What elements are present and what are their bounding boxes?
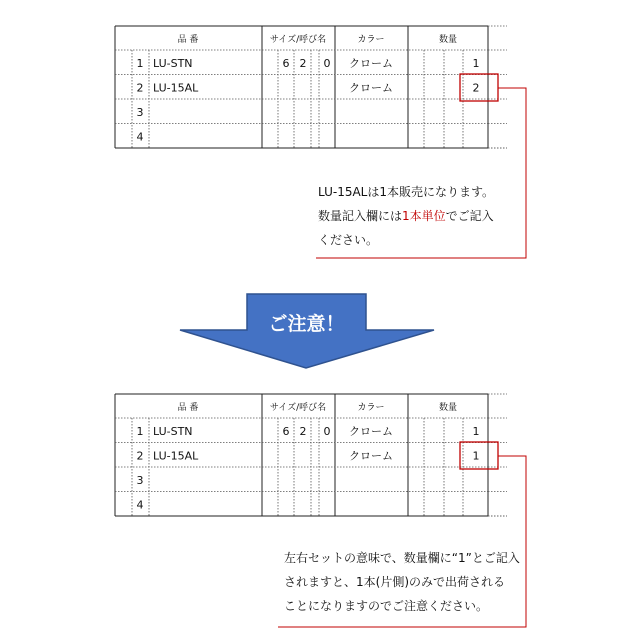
note-bottom-line3: ことになりますのでご注意ください。 bbox=[284, 599, 489, 613]
bottom-table-row-part: LU-15AL bbox=[153, 449, 199, 463]
bottom-table-row-qty: 1 bbox=[472, 449, 480, 463]
bottom-table-row-number: 3 bbox=[136, 474, 144, 487]
bottom-table-row-part: LU-STN bbox=[153, 425, 193, 438]
note-top-highlight: 1本単位 bbox=[402, 209, 446, 223]
top-table-row-size-digit: 0 bbox=[323, 57, 331, 70]
bottom-table-header-size: サイズ/呼び名 bbox=[269, 403, 327, 413]
bottom-table-row-qty: 1 bbox=[472, 425, 480, 438]
top-table-header-color: カラー bbox=[357, 35, 385, 45]
note-top-line1: LU-15ALは1本販売になります。 bbox=[318, 185, 495, 199]
bottom-table-row-size-digit: 6 bbox=[282, 425, 290, 438]
order-table-top-grid bbox=[115, 26, 507, 148]
bottom-table-row-color: クローム bbox=[349, 425, 393, 438]
note-top-line3: ください。 bbox=[318, 233, 379, 247]
bottom-table-row-number: 4 bbox=[136, 498, 144, 512]
top-table-row-number: 3 bbox=[136, 106, 144, 119]
bottom-table-row-color: クローム bbox=[349, 449, 393, 463]
top-table-row-size-digit: 6 bbox=[282, 57, 290, 70]
bottom-table-header-color: カラー bbox=[357, 403, 385, 413]
bottom-table-row-number: 2 bbox=[136, 449, 144, 463]
note-bottom bbox=[284, 546, 534, 618]
top-table-row-part: LU-15AL bbox=[153, 81, 199, 95]
top-table-row-qty: 2 bbox=[472, 81, 480, 95]
bottom-table-row-number: 1 bbox=[136, 425, 144, 438]
bottom-table-row-size-digit: 2 bbox=[299, 425, 307, 438]
top-table-header-qty: 数量 bbox=[438, 35, 458, 45]
note-bottom-line1: 左右セットの意味で、数量欄に“1”とご記入 bbox=[284, 551, 520, 565]
top-table-row-size-digit: 2 bbox=[299, 57, 307, 70]
bottom-table-header-qty: 数量 bbox=[438, 403, 458, 413]
bottom-table-header-hinban: 品 番 bbox=[177, 403, 199, 413]
top-table-row-color: クローム bbox=[349, 57, 393, 70]
note-top bbox=[318, 180, 528, 252]
caution-label: ご注意！ bbox=[268, 313, 345, 335]
top-table-row-part: LU-STN bbox=[153, 57, 193, 70]
top-table-row-qty: 1 bbox=[472, 57, 480, 70]
top-table-header-hinban: 品 番 bbox=[177, 35, 199, 45]
top-table-row-color: クローム bbox=[349, 81, 393, 95]
note-bottom-line2: されますと、1本(片側)のみで出荷される bbox=[284, 575, 505, 589]
note-top-line2: 数量記入欄には1本単位でご記入 bbox=[318, 209, 494, 223]
bottom-table-row-size-digit: 0 bbox=[323, 425, 331, 438]
order-table-bottom-grid bbox=[115, 394, 507, 516]
top-table-header-size: サイズ/呼び名 bbox=[269, 35, 327, 45]
top-table-row-number: 1 bbox=[136, 57, 144, 70]
top-table-row-number: 4 bbox=[136, 130, 144, 144]
top-table-row-number: 2 bbox=[136, 81, 144, 95]
